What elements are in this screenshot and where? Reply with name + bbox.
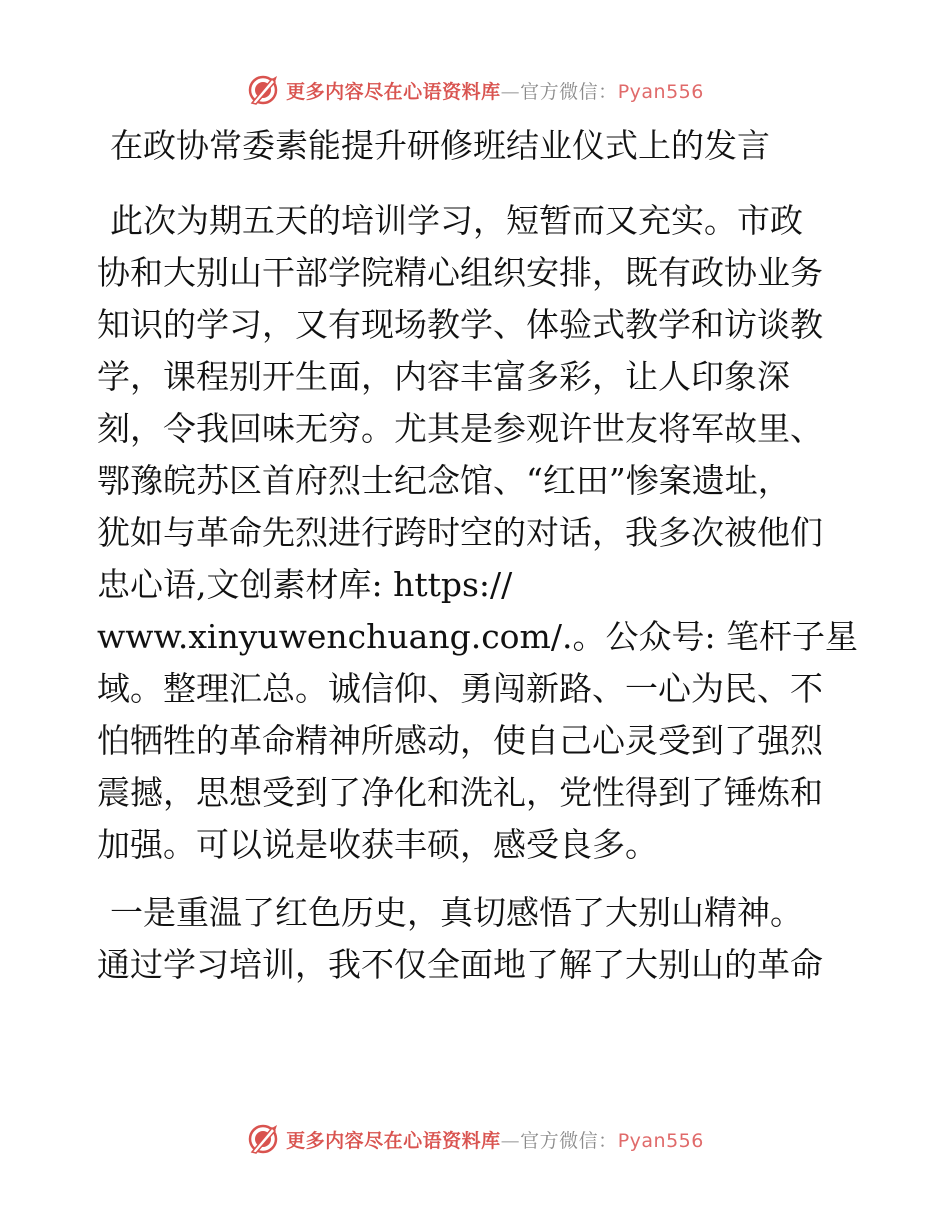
quill-seal-logo-icon [246,1122,280,1156]
quill-seal-logo-icon [246,73,280,107]
footer-banner [0,1119,950,1159]
header-banner-content [246,73,704,107]
banner-lead-text: 更多内容尽在心语资料库 [286,1129,501,1152]
paragraph-1 [97,195,857,871]
banner-separator: — [500,1129,521,1152]
banner-text [286,77,704,104]
paragraph-line: 加强。可以说是收获丰硕，感受良多。 [97,825,658,864]
paragraph-line: 知识的学习，又有现场教学、体验式教学和访谈教 [97,305,823,344]
paragraph-line: 鄂豫皖苏区首府烈士纪念馆、“红田”惨案遗址， [97,461,791,500]
paragraph-2 [97,887,857,991]
header-banner [0,70,950,110]
paragraph-line: 犹如与革命先烈进行跨时空的对话，我多次被他们 [97,513,823,552]
paragraph-line: 刻，令我回味无穷。尤其是参观许世友将军故里、 [97,409,823,448]
banner-official-label: 官方微信： [520,80,618,103]
banner-wechat-id: Pyan556 [617,1129,704,1152]
paragraph-line: 此次为期五天的培训学习，短暂而又充实。市政 [110,201,803,240]
paragraph-gap [97,871,857,887]
banner-wechat-id: Pyan556 [617,80,704,103]
banner-lead-text: 更多内容尽在心语资料库 [286,80,501,103]
paragraph-line: 域。整理汇总。诚信仰、勇闯新路、一心为民、不 [97,669,823,708]
banner-separator: — [500,80,521,103]
banner-official-label: 官方微信： [520,1129,618,1152]
document-title: 在政协常委素能提升研修班结业仪式上的发言 [110,126,770,165]
document-body [97,195,857,991]
paragraph-line: 协和大别山干部学院精心组织安排，既有政协业务 [97,253,823,292]
paragraph-line: 怕牺牲的革命精神所感动，使自己心灵受到了强烈 [97,721,823,760]
banner-text [286,1126,704,1153]
paragraph-line: www.xinyuwenchuang.com/.。公众号: 笔杆子星 [97,617,859,656]
footer-banner-content [246,1122,704,1156]
paragraph-line: 通过学习培训，我不仅全面地了解了大别山的革命 [97,945,823,984]
paragraph-line: 学，课程别开生面，内容丰富多彩，让人印象深 [97,357,790,396]
paragraph-line: 震撼，思想受到了净化和洗礼，党性得到了锤炼和 [97,773,823,812]
paragraph-line: 一是重温了红色历史，真切感悟了大别山精神。 [110,893,803,932]
paragraph-line: 忠心语,文创素材库: https:// [97,565,513,604]
